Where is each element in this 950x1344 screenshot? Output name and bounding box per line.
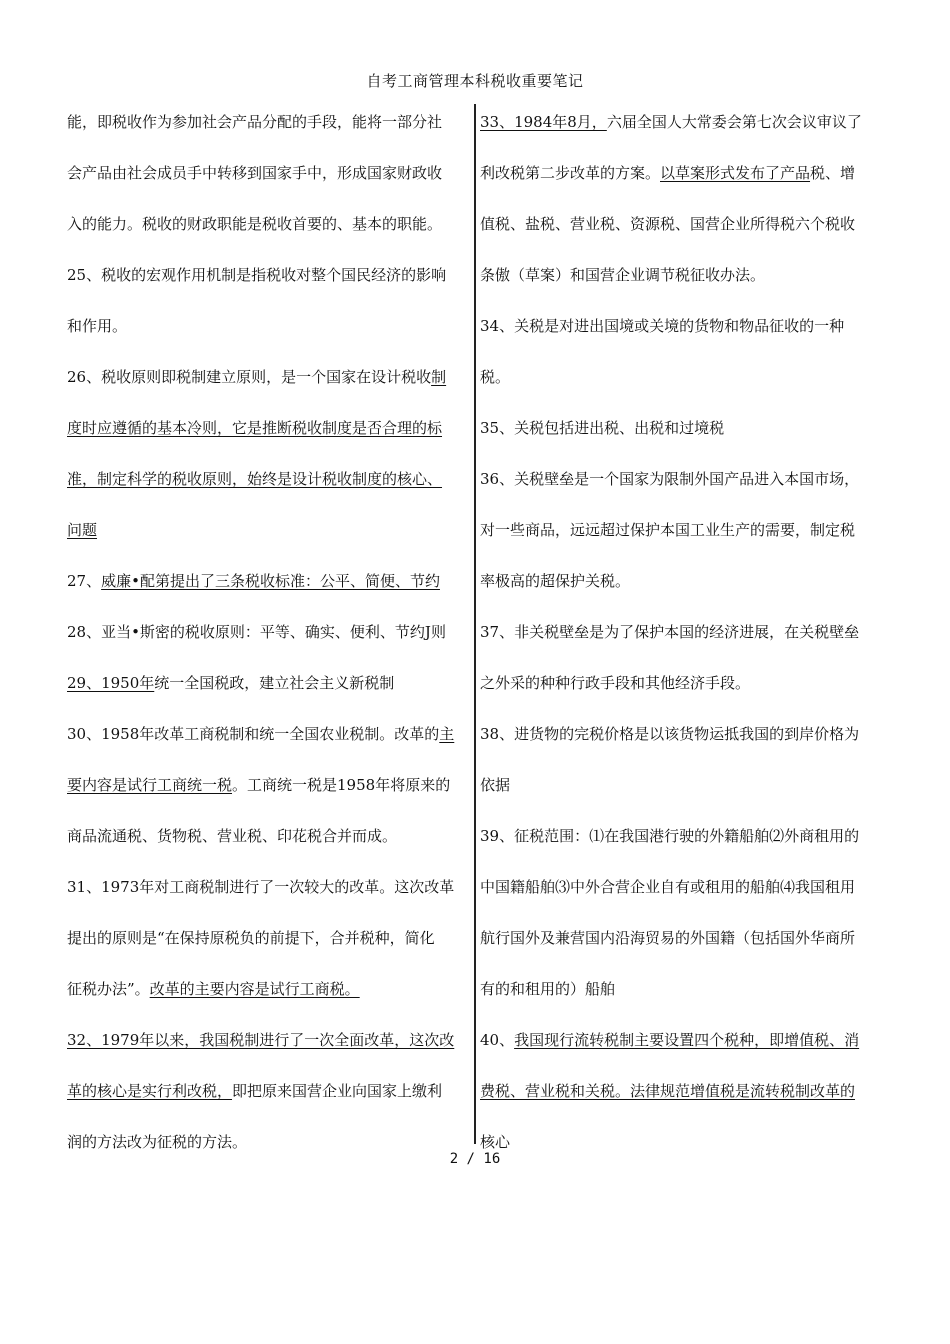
text-line — [480, 614, 886, 665]
text-segment: 和作用。 — [67, 317, 128, 335]
text-segment: 39、征税范围：⑴在我国港行驶的外籍船舶⑵外商租用的 — [480, 827, 860, 845]
text-segment: 值税、盐税、营业税、资源税、国营企业所得税六个税收 — [480, 215, 856, 233]
text-line — [480, 359, 886, 410]
text-line — [67, 869, 471, 920]
text-line — [480, 767, 886, 818]
text-segment: 对一些商品，远远超过保护本国工业生产的需要，制定税 — [480, 521, 856, 539]
text-segment: 依据 — [480, 776, 511, 794]
text-line — [480, 512, 886, 563]
text-line — [67, 1022, 471, 1073]
text-segment: 36、关税壁垒是一个国家为限制外国产品进入本国市场， — [480, 470, 860, 488]
text-segment: 率极高的超保护关税。 — [480, 572, 631, 590]
text-segment: 润的方法改为征税的方法。 — [67, 1133, 248, 1151]
text-line — [480, 971, 886, 1022]
text-segment: 六届全国人大常委会第七次会议审议了 — [606, 113, 862, 131]
text-segment: 提出的原则是“在保持原税负的前提下，合并税种，简化 — [67, 929, 435, 947]
text-line — [67, 410, 471, 461]
text-line — [67, 1073, 471, 1124]
text-line — [480, 1124, 886, 1175]
text-line — [480, 716, 886, 767]
text-line — [67, 257, 471, 308]
text-line — [67, 920, 471, 971]
text-line — [480, 155, 886, 206]
text-segment: 之外采的种种行政手段和其他经济手段。 — [480, 674, 751, 692]
page-number: 2 / 16 — [449, 1151, 501, 1167]
text-line — [480, 461, 886, 512]
underlined-text: 33、1984年8月， — [480, 113, 607, 131]
text-line — [67, 104, 471, 155]
text-line — [67, 716, 471, 767]
text-line — [480, 308, 886, 359]
text-segment: 25、税收的宏观作用机制是指税收对整个国民经济的影响 — [67, 266, 447, 284]
column-divider — [474, 104, 476, 1144]
text-segment: 有的和租用的）船舶 — [480, 980, 616, 998]
page-title: 自考工商管理本科税收重要笔记 — [366, 72, 584, 90]
left-text-column — [67, 104, 471, 1175]
text-line — [67, 563, 471, 614]
text-line — [67, 206, 471, 257]
text-line — [67, 614, 471, 665]
underlined-text: 以草案形式发布了产品 — [660, 164, 811, 182]
text-segment: 商品流通税、货物税、营业税、印花税合并而成。 — [67, 827, 398, 845]
text-segment: 征税办法”。 — [67, 980, 150, 998]
text-line — [67, 308, 471, 359]
text-line — [67, 359, 471, 410]
text-line — [67, 155, 471, 206]
underlined-text: 费税、营业税和关税。法律规范增值税是流转税制改革的 — [480, 1082, 856, 1100]
text-line — [67, 818, 471, 869]
underlined-text: 要内容是试行工商统一税 — [67, 776, 233, 794]
text-segment: 能，即税收作为参加社会产品分配的手段，能将一部分社 — [67, 113, 443, 131]
text-line — [480, 665, 886, 716]
text-segment: 28、亚当•斯密的税收原则：平等、确实、便利、节约J则 — [67, 623, 446, 641]
text-segment: 航行国外及兼营国内沿海贸易的外国籍（包括国外华商所 — [480, 929, 856, 947]
text-line — [67, 971, 471, 1022]
text-segment: 会产品由社会成员手中转移到国家手中，形成国家财政收 — [67, 164, 443, 182]
text-segment: 利改税第二步改革的方案。 — [480, 164, 661, 182]
right-text-column — [480, 104, 886, 1175]
text-segment: 即把原来国营企业向国家上缴利 — [232, 1082, 443, 1100]
text-line — [480, 1073, 886, 1124]
text-line — [480, 818, 886, 869]
text-segment: 核心 — [480, 1133, 511, 1151]
text-line — [480, 869, 886, 920]
text-line — [480, 206, 886, 257]
text-segment: 30、1958年改革工商税制和统一全国农业税制。改革的 — [67, 725, 440, 743]
text-line — [67, 512, 471, 563]
text-segment: 35、关税包括进出税、出税和过境税 — [480, 419, 725, 437]
text-line — [480, 104, 886, 155]
underlined-text: 改革的主要内容是试行工商税。 — [149, 980, 360, 998]
text-segment: 条傲（草案）和国营企业调节税征收办法。 — [480, 266, 766, 284]
underlined-text: 29、1950年 — [67, 674, 155, 692]
text-segment: 入的能力。税收的财政职能是税收首要的、基本的职能。 — [67, 215, 443, 233]
underlined-text: 制 — [431, 368, 447, 386]
text-segment: 中国籍船舶⑶中外合营企业自有或租用的船舶⑷我国租用 — [480, 878, 856, 896]
text-line — [480, 410, 886, 461]
text-segment: 税、增 — [810, 164, 856, 182]
text-line — [480, 563, 886, 614]
underlined-text: 革的核心是实行利改税， — [67, 1082, 233, 1100]
text-line — [67, 461, 471, 512]
text-segment: 27、 — [67, 572, 102, 590]
text-segment: 税。 — [480, 368, 511, 386]
text-segment: 38、进货物的完税价格是以该货物运抵我国的到岸价格为 — [480, 725, 860, 743]
text-segment: 统一全国税政，建立社会主义新税制 — [154, 674, 395, 692]
underlined-text: 主 — [439, 725, 455, 743]
text-line — [480, 920, 886, 971]
underlined-text: 威廉•配第提出了三条税收标准：公平、简便、节约 — [101, 572, 440, 590]
underlined-text: 我国现行流转税制主要设置四个税种，即增值税、消 — [514, 1031, 860, 1049]
text-segment: 40、 — [480, 1031, 515, 1049]
text-segment: 26、税收原则即税制建立原则，是一个国家在设计税收 — [67, 368, 432, 386]
text-line — [67, 1124, 471, 1175]
text-segment: 37、非关税壁垒是为了保护本国的经济进展，在关税壁垒 — [480, 623, 860, 641]
text-segment: 31、1973年对工商税制进行了一次较大的改革。这次改革 — [67, 878, 455, 896]
text-line — [480, 257, 886, 308]
text-line — [67, 767, 471, 818]
text-line — [67, 665, 471, 716]
underlined-text: 度时应遵循的基本冷则，它是推断税收制度是否合理的标 — [67, 419, 443, 437]
underlined-text: 问题 — [67, 521, 98, 539]
text-segment: 34、关税是对进出国境或关境的货物和物品征收的一种 — [480, 317, 845, 335]
text-segment: 。工商统一税是1958年将原来的 — [232, 776, 451, 794]
underlined-text: 32、1979年以来，我国税制进行了一次全面改革，这次改 — [67, 1031, 455, 1049]
underlined-text: 准，制定科学的税收原则，始终是设计税收制度的核心、 — [67, 470, 443, 488]
text-line — [480, 1022, 886, 1073]
